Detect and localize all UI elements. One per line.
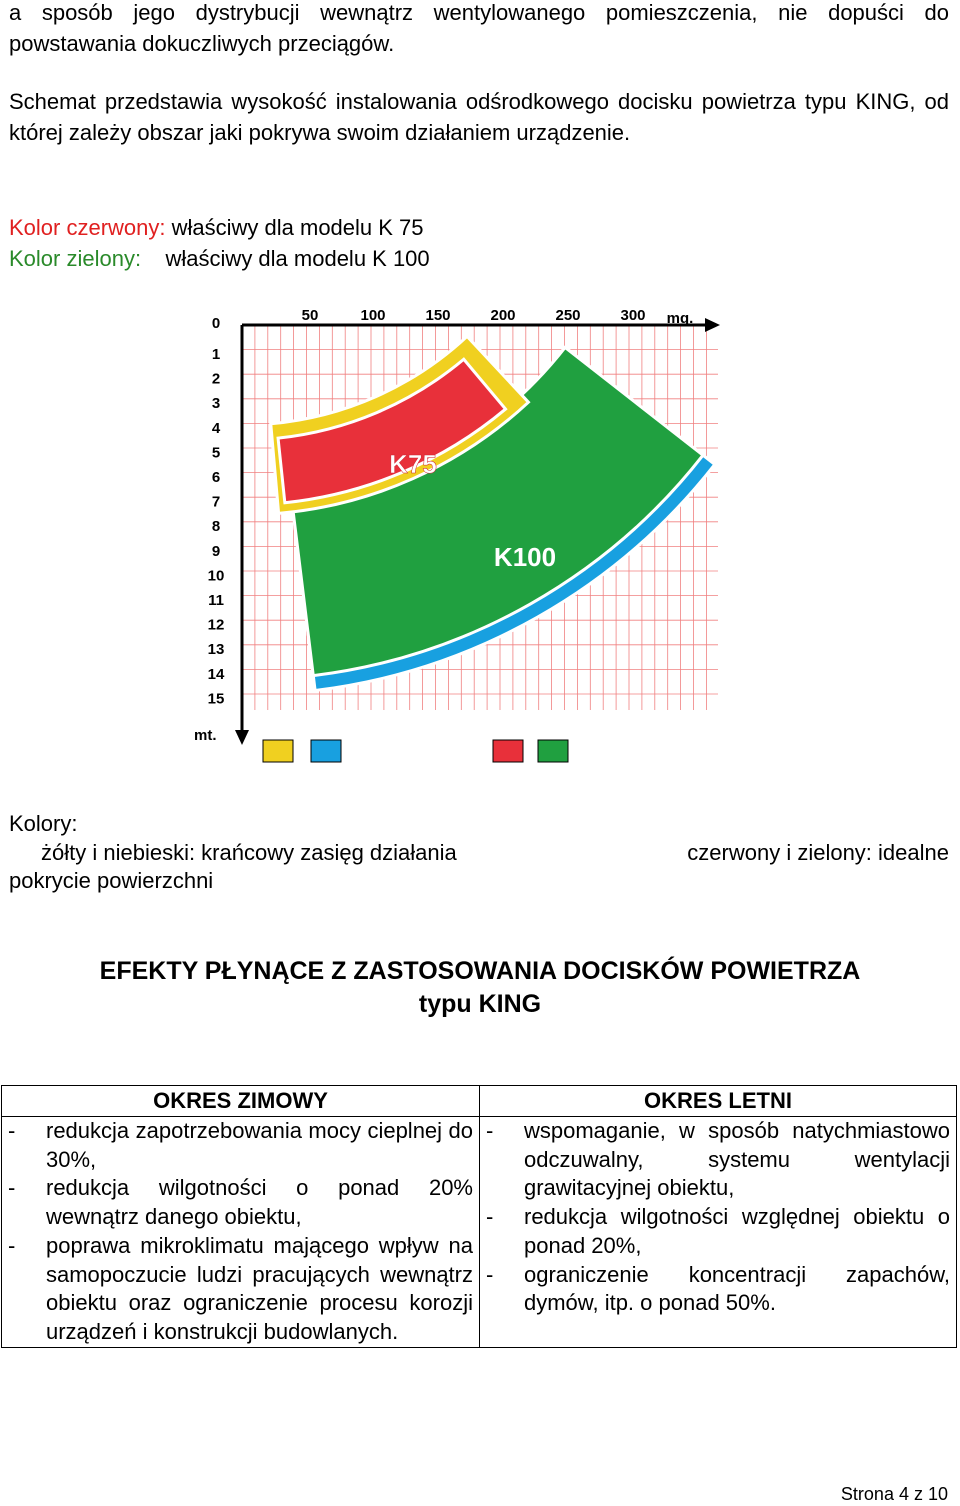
winter-cell: [2, 1117, 480, 1348]
y-tick-label: 7: [211, 493, 221, 511]
intro-paragraph-2: Schemat przedstawia wysokość instalowania odśrodkowego docisku powietrza typu KING, od której zależy obszar jaki pokrywa swoim działaniem urządzenie.: [9, 89, 949, 145]
y-tick-label: 9: [211, 542, 221, 560]
x-tick-label: 50: [301, 307, 319, 324]
page-number: Strona 4 z 10: [840, 1484, 948, 1504]
winter-item-1: - redukcja zapotrzebowania mocy cieplnej do 30%,: [8, 1117, 473, 1174]
summer-item-2: - redukcja wilgotności względnej obiektu o ponad 20%,: [486, 1203, 950, 1260]
kolory-title: Kolory:: [9, 811, 78, 836]
effects-table: [1, 1085, 957, 1348]
legend-red: [9, 213, 424, 243]
legend-green: [9, 244, 430, 274]
winter-item-3: - poprawa mikroklimatu mającego wpływ na samopoczucie ludzi pracujących wewnątrz obiektu oraz ograniczenie procesu korozji urządzeń i konstrukcji budowlanych.: [8, 1232, 473, 1347]
summer-item-1: - wspomaganie, w sposób natychmiastowo odczuwalny, systemu wentylacji grawitacyjnej obiektu,: [486, 1117, 950, 1203]
legend-green-text: właściwy dla modelu K 100: [141, 246, 430, 271]
y-tick-label: 12: [207, 616, 225, 634]
color-swatch: [311, 740, 341, 762]
x-axis-arrow: [705, 318, 720, 332]
y-tick-label: 10: [207, 567, 225, 585]
x-tick-label: 150: [425, 307, 451, 324]
color-swatch: [538, 740, 568, 762]
color-swatch: [493, 740, 523, 762]
summer-item-3: - ograniczenie koncentracji zapachów, dymów, itp. o ponad 50%.: [486, 1261, 950, 1318]
y-tick-label: 3: [211, 395, 221, 413]
x-tick-label: 100: [360, 307, 386, 324]
y-axis-arrow: [235, 730, 249, 745]
intro-paragraph-1: a sposób jego dystrybucji wewnątrz wentylowanego pomieszczenia, nie dopuści do powstawania dokuczliwych przeciągów.: [9, 0, 949, 56]
legend-green-label: Kolor zielony:: [9, 246, 142, 271]
y-tick-label: 11: [208, 592, 224, 609]
coverage-diagram: [180, 290, 730, 775]
x-tick-label: 300: [620, 307, 646, 324]
y-tick-label: 14: [207, 665, 225, 683]
color-swatch: [263, 740, 293, 762]
legend-red-label: Kolor czerwony:: [9, 215, 166, 240]
y-tick-label: 8: [211, 518, 221, 536]
kolory-yellow-blue: żółty i niebieski: krańcowy zasięg działania: [41, 840, 457, 865]
winter-item-2: - redukcja wilgotności o ponad 20% wewnątrz danego obiektu,: [8, 1174, 473, 1231]
k100-label: K100: [493, 542, 557, 572]
diagram-fans: [271, 336, 715, 690]
winter-header: OKRES ZIMOWY: [2, 1086, 480, 1117]
y-tick-label: 5: [211, 444, 221, 462]
kolory-description: [9, 839, 949, 895]
y-unit-label: mt.: [194, 727, 217, 744]
x-unit-label: mq.: [666, 310, 694, 327]
color-swatches: [263, 740, 568, 762]
summer-header: OKRES LETNI: [480, 1086, 957, 1117]
y-tick-label: 4: [211, 419, 221, 437]
section-heading-line2: typu KING: [418, 990, 542, 1018]
k75-label: K75: [389, 449, 437, 479]
legend-red-text: właściwy dla modelu K 75: [165, 215, 424, 240]
summer-cell: [480, 1117, 957, 1348]
x-tick-label: 200: [490, 307, 516, 324]
y-tick-label: 1: [211, 346, 221, 363]
section-heading-line1: EFEKTY PŁYNĄCE Z ZASTOSOWANIA DOCISKÓW POWIETRZA: [99, 957, 861, 985]
kolory-red-green: czerwony i zielony: idealne: [687, 840, 949, 865]
kolory-red-green-cont: pokrycie powierzchni: [9, 868, 214, 893]
y-tick-label: 0: [211, 315, 221, 332]
y-tick-label: 13: [207, 641, 225, 659]
y-tick-label: 6: [211, 469, 221, 486]
y-tick-label: 15: [207, 690, 225, 708]
y-tick-label: 2: [211, 370, 221, 388]
x-tick-label: 250: [555, 307, 581, 324]
section-heading: [0, 955, 960, 1021]
